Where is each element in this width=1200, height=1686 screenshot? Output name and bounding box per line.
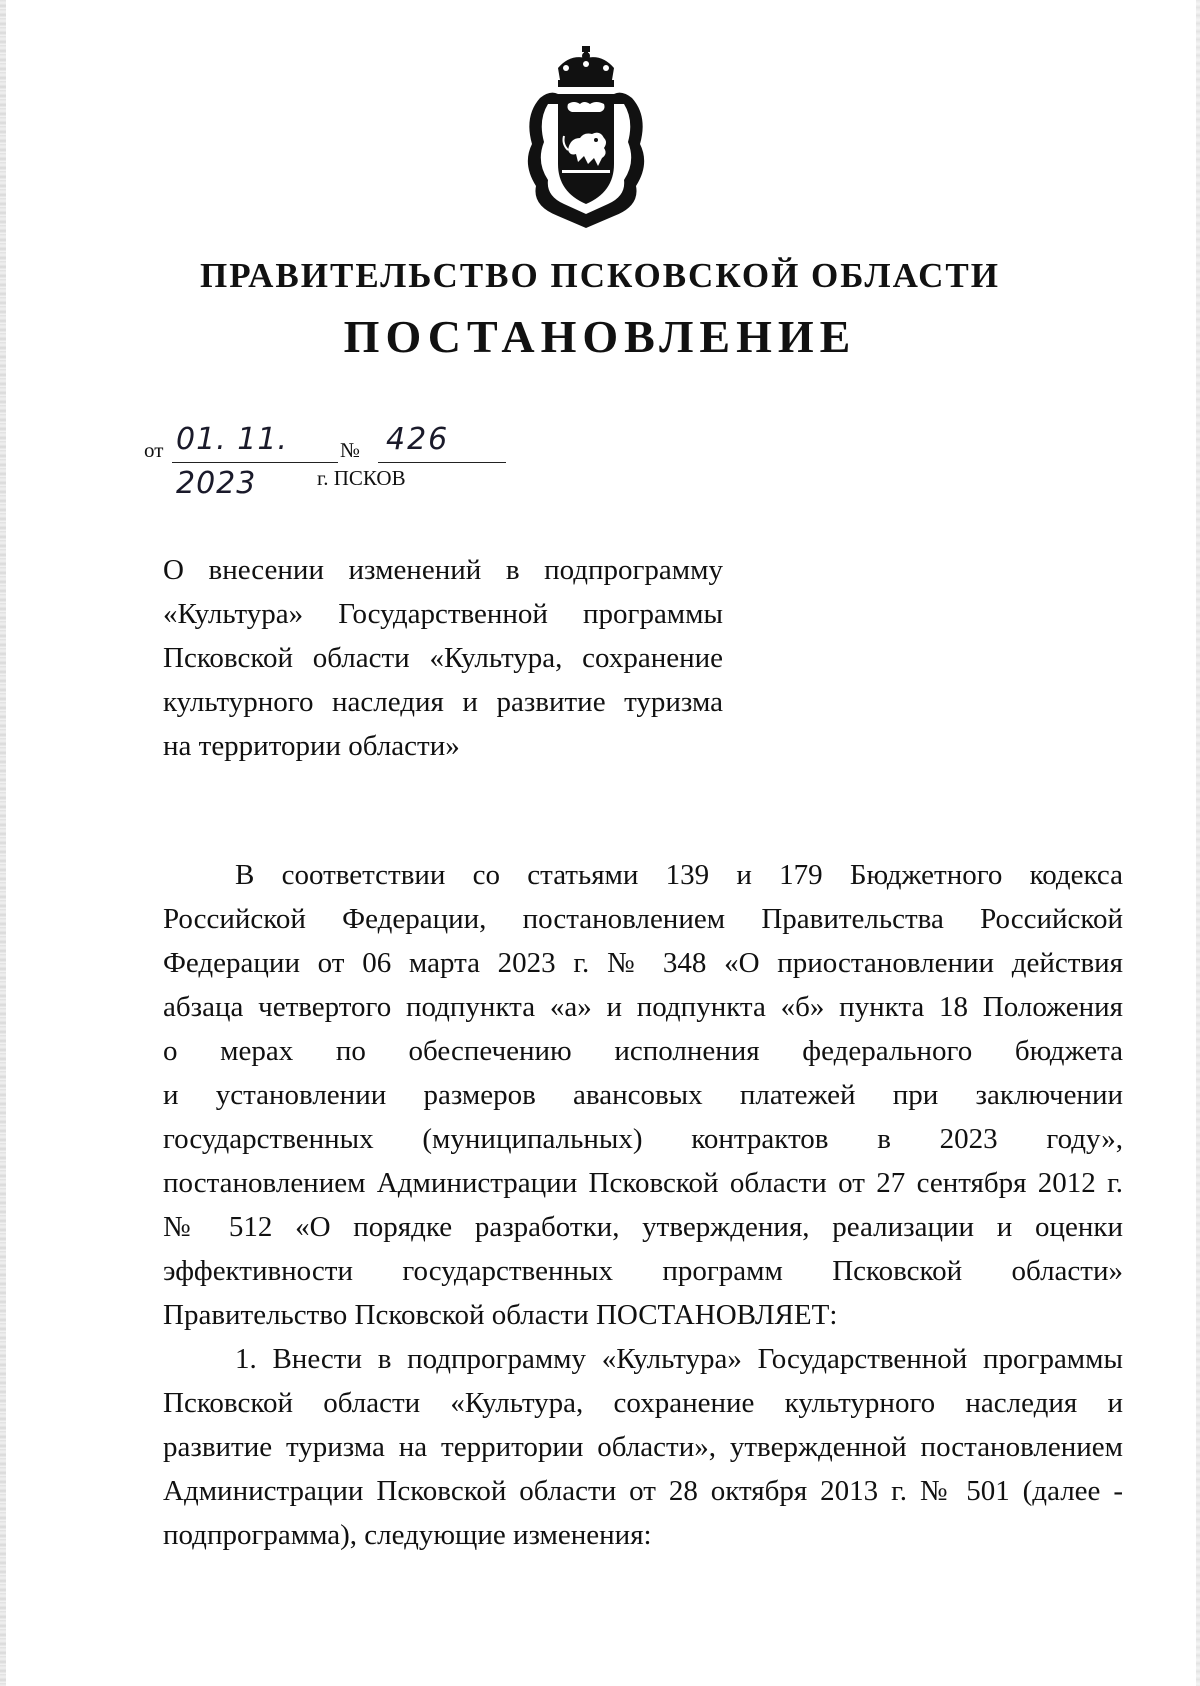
preamble-line: и установлении размеров авансовых платежей при заключении — [163, 1079, 1123, 1111]
preamble-line: № 512 «О порядке разработки, утверждения, реализации и оценки — [163, 1211, 1123, 1243]
document-body — [163, 853, 1123, 1557]
subject-line: на территории области» — [163, 730, 460, 762]
handwritten-number: 426 — [378, 418, 506, 463]
number-label: № — [340, 438, 361, 462]
preamble-line: государственных (муниципальных) контрактов в 2023 году», — [163, 1123, 1123, 1155]
item1-line: развитие туризма на территории области», утвержденной постановлением — [163, 1431, 1123, 1463]
preamble-line: абзаца четвертого подпункта «а» и подпункта «б» пункта 18 Положения — [163, 991, 1123, 1023]
preamble-line: эффективности государственных программ Псковской области» — [163, 1255, 1123, 1287]
subject-line: «Культура» Государственной программы — [163, 598, 723, 630]
subject-line: О внесении изменений в подпрограмму — [163, 554, 723, 586]
subject-line: Псковской области «Культура, сохранение — [163, 642, 723, 674]
pskov-coat-of-arms-icon — [518, 46, 654, 228]
preamble-line: постановлением Администрации Псковской области от 27 сентября 2012 г. — [163, 1167, 1123, 1199]
item1-line: 1. Внести в подпрограмму «Культура» Государственной программы — [235, 1343, 1123, 1375]
organization-title: ПРАВИТЕЛЬСТВО ПСКОВСКОЙ ОБЛАСТИ — [200, 256, 1000, 295]
item1-line: Администрации Псковской области от 28 октября 2013 г. № 501 (далее - — [163, 1475, 1123, 1507]
preamble-line: Правительство Псковской области ПОСТАНОВЛЯЕТ: — [163, 1299, 838, 1331]
preamble-line: Федерации от 06 марта 2023 г. № 348 «О приостановлении действия — [163, 947, 1123, 979]
preamble-line: В соответствии со статьями 139 и 179 Бюджетного кодекса — [235, 859, 1123, 891]
city-label: г. ПСКОВ — [317, 466, 406, 490]
subject-line: культурного наследия и развитие туризма — [163, 686, 723, 718]
date-prefix: от — [144, 438, 164, 462]
scan-edge-left — [0, 0, 6, 1686]
item1-line: подпрограмма), следующие изменения: — [163, 1519, 652, 1551]
document-type-title: ПОСТАНОВЛЕНИЕ — [343, 311, 857, 362]
preamble-line: о мерах по обеспечению исполнения федерального бюджета — [163, 1035, 1123, 1067]
item1-line: Псковской области «Культура, сохранение культурного наследия и — [163, 1387, 1123, 1419]
document-subject — [163, 548, 723, 768]
scan-edge-right — [1196, 0, 1200, 1686]
handwritten-date: 01. 11. 2023 — [172, 418, 338, 463]
preamble-line: Российской Федерации, постановлением Правительства Российской — [163, 903, 1123, 935]
